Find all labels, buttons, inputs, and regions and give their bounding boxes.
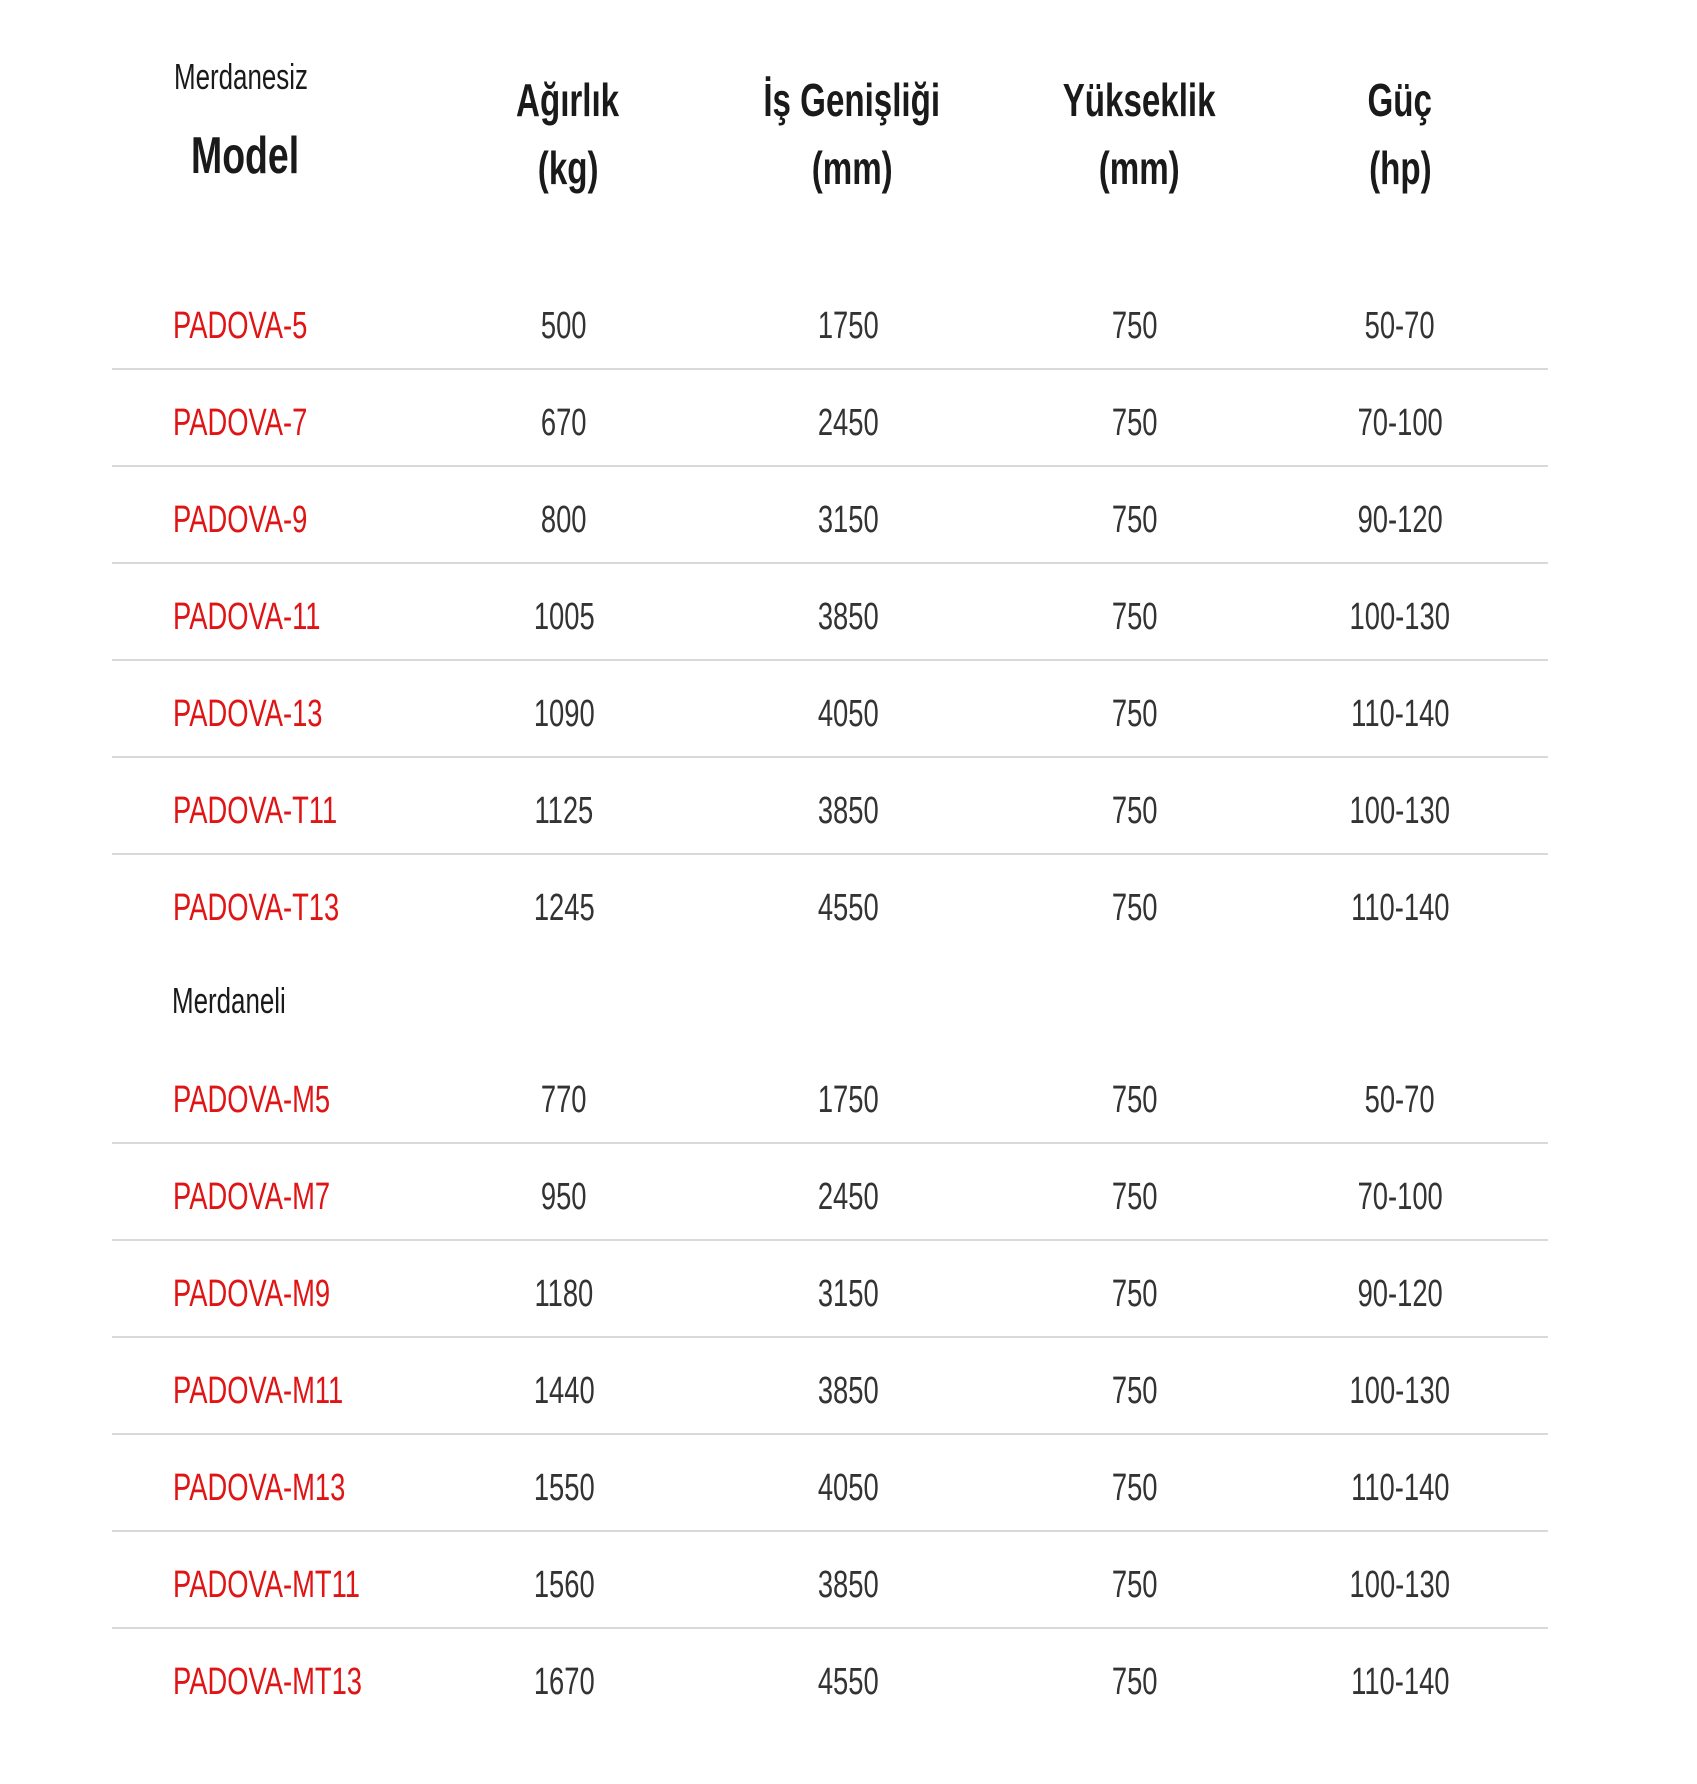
- weight-value: 770: [541, 1079, 587, 1121]
- weight-value: 1440: [533, 1370, 595, 1412]
- row-divider: [112, 1336, 1548, 1338]
- weight-value: 1670: [533, 1661, 595, 1703]
- table-row: [112, 684, 1548, 744]
- model-name: PADOVA-MT13: [173, 1661, 363, 1703]
- height-value: 750: [1112, 693, 1158, 735]
- height-value: 750: [1112, 1467, 1158, 1509]
- weight-value: 1125: [534, 790, 594, 832]
- table-row: [112, 1361, 1548, 1421]
- power-value: 70-100: [1357, 402, 1443, 444]
- model-name: PADOVA-7: [173, 402, 308, 444]
- weight-value: 1245: [533, 887, 595, 929]
- working-width-value: 4550: [817, 887, 879, 929]
- height-value: 750: [1112, 402, 1158, 444]
- power-value: 110-140: [1350, 887, 1450, 929]
- table-row: [112, 1070, 1548, 1130]
- table-row: [112, 1167, 1548, 1227]
- power-value: 110-140: [1350, 1467, 1450, 1509]
- column-header-model: Model: [191, 127, 300, 185]
- height-value: 750: [1112, 1273, 1158, 1315]
- power-value: 110-140: [1350, 693, 1450, 735]
- power-value: 100-130: [1349, 1564, 1451, 1606]
- working-width-value: 2450: [817, 1176, 879, 1218]
- table-row: [112, 1458, 1548, 1518]
- working-width-value: 3150: [817, 1273, 879, 1315]
- height-value: 750: [1112, 1564, 1158, 1606]
- power-value: 90-120: [1357, 499, 1443, 541]
- power-value: 110-140: [1350, 1661, 1450, 1703]
- group-label-merdaneli: Merdaneli: [172, 980, 286, 1021]
- weight-value: 670: [541, 402, 587, 444]
- power-value: 70-100: [1357, 1176, 1443, 1218]
- weight-value: 1005: [533, 596, 595, 638]
- power-value: 100-130: [1349, 596, 1451, 638]
- height-value: 750: [1112, 305, 1158, 347]
- working-width-value: 1750: [817, 305, 879, 347]
- row-divider: [112, 1433, 1548, 1435]
- row-divider: [112, 1142, 1548, 1144]
- model-name: PADOVA-9: [173, 499, 308, 541]
- table-row: [112, 1652, 1548, 1712]
- model-name: PADOVA-M11: [173, 1370, 344, 1412]
- model-name: PADOVA-13: [173, 693, 323, 735]
- weight-value: 1090: [533, 693, 595, 735]
- power-value: 100-130: [1349, 790, 1451, 832]
- table-row: [112, 781, 1548, 841]
- weight-value: 1180: [534, 1273, 594, 1315]
- row-divider: [112, 1627, 1548, 1629]
- working-width-value: 4050: [817, 1467, 879, 1509]
- row-divider: [112, 853, 1548, 855]
- row-divider: [112, 756, 1548, 758]
- working-width-value: 3150: [817, 499, 879, 541]
- column-header-height: Yükseklik (mm): [1062, 74, 1216, 194]
- column-header-weight: Ağırlık (kg): [516, 74, 620, 194]
- table-row: [112, 490, 1548, 550]
- column-header-power: Güç (hp): [1367, 74, 1433, 194]
- working-width-value: 3850: [817, 596, 879, 638]
- row-divider: [112, 465, 1548, 467]
- weight-value: 800: [541, 499, 587, 541]
- weight-value: 1560: [533, 1564, 595, 1606]
- model-name: PADOVA-M7: [173, 1176, 331, 1218]
- row-divider: [112, 368, 1548, 370]
- power-value: 90-120: [1357, 1273, 1443, 1315]
- model-name: PADOVA-11: [173, 596, 321, 638]
- model-name: PADOVA-M5: [173, 1079, 331, 1121]
- working-width-value: 3850: [817, 790, 879, 832]
- working-width-value: 1750: [817, 1079, 879, 1121]
- group-label-merdanesiz: Merdanesiz: [174, 56, 308, 97]
- power-value: 50-70: [1364, 1079, 1435, 1121]
- model-name: PADOVA-T11: [173, 790, 338, 832]
- model-name: PADOVA-M13: [173, 1467, 346, 1509]
- height-value: 750: [1112, 1176, 1158, 1218]
- weight-value: 1550: [533, 1467, 595, 1509]
- height-value: 750: [1112, 1370, 1158, 1412]
- height-value: 750: [1112, 887, 1158, 929]
- working-width-value: 2450: [817, 402, 879, 444]
- model-name: PADOVA-5: [173, 305, 308, 347]
- table-row: [112, 587, 1548, 647]
- height-value: 750: [1112, 1079, 1158, 1121]
- table-row: [112, 296, 1548, 356]
- height-value: 750: [1112, 596, 1158, 638]
- working-width-value: 4550: [817, 1661, 879, 1703]
- weight-value: 500: [541, 305, 587, 347]
- power-value: 100-130: [1349, 1370, 1451, 1412]
- working-width-value: 3850: [817, 1564, 879, 1606]
- height-value: 750: [1112, 499, 1158, 541]
- height-value: 750: [1112, 1661, 1158, 1703]
- height-value: 750: [1112, 790, 1158, 832]
- model-name: PADOVA-T13: [173, 887, 340, 929]
- row-divider: [112, 659, 1548, 661]
- model-name: PADOVA-M9: [173, 1273, 331, 1315]
- table-row: [112, 1555, 1548, 1615]
- column-header-working-width: İş Genişliği (mm): [763, 74, 941, 194]
- table-row: [112, 878, 1548, 938]
- row-divider: [112, 1530, 1548, 1532]
- weight-value: 950: [541, 1176, 587, 1218]
- table-row: [112, 393, 1548, 453]
- model-name: PADOVA-MT11: [173, 1564, 360, 1606]
- row-divider: [112, 1239, 1548, 1241]
- power-value: 50-70: [1364, 305, 1435, 347]
- working-width-value: 4050: [817, 693, 879, 735]
- row-divider: [112, 562, 1548, 564]
- table-row: [112, 1264, 1548, 1324]
- working-width-value: 3850: [817, 1370, 879, 1412]
